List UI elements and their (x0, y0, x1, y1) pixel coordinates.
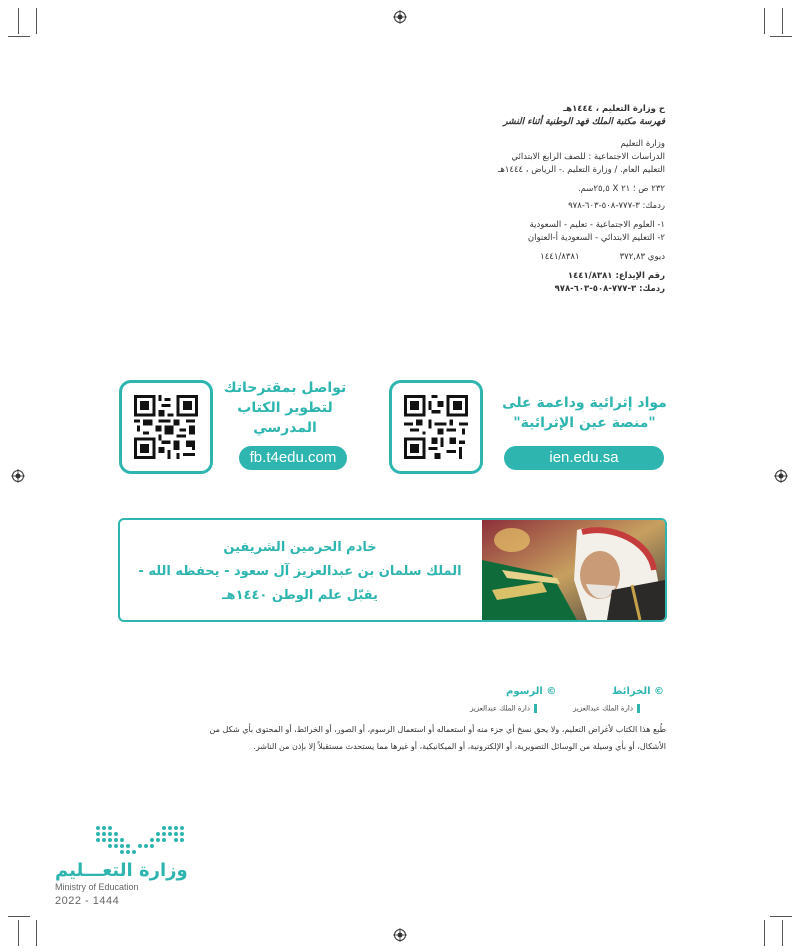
ien-line-2: "منصة عين الإثرائية" (513, 415, 656, 431)
crop-mark (770, 36, 792, 37)
feedback-line-2: لتطوير الكتاب (237, 400, 333, 416)
isbn-bold: ردمك: ٣-٧٧٧-٥٠٨-٦٠٣-٩٧٨ (554, 284, 665, 294)
crop-mark (8, 36, 30, 37)
legal-notice (96, 721, 666, 755)
ministry-years: 2022 - 1444 (55, 895, 120, 907)
crop-mark (764, 8, 765, 34)
crop-mark (770, 916, 792, 917)
crop-mark (36, 8, 37, 34)
qr-code-icon (134, 395, 198, 459)
qr-code-ien[interactable] (389, 380, 483, 474)
catalog-subject-1: ١- العلوم الاجتماعية - تعليم - السعودية (529, 220, 665, 230)
king-panel (118, 518, 667, 622)
feedback-link[interactable]: fb.t4edu.com (239, 446, 347, 470)
catalog-publisher: التعليم العام. / وزارة التعليم .- الرياض ، ١٤٤٤هـ (497, 165, 665, 175)
maps-credit-text: دارة الملك عبدالعزيز (573, 704, 633, 713)
registration-mark-icon (393, 928, 407, 942)
qr-code-icon (404, 395, 468, 459)
ien-text (492, 393, 677, 433)
king-line-1: خادم الحرمين الشريفين (223, 540, 377, 555)
qr-code-feedback[interactable] (119, 380, 213, 474)
maps-heading: © الخرائط (612, 686, 664, 697)
registration-mark-icon (11, 469, 25, 483)
drawings-credit (470, 704, 537, 713)
drawings-credit-text: دارة الملك عبدالعزيز (470, 704, 530, 713)
crop-mark (18, 920, 19, 946)
maps-credit (573, 704, 640, 713)
fihrisa-title: فهرسة مكتبة الملك فهد الوطنية أثناء النشر (503, 117, 665, 127)
catalog-subject-2: ٢- التعليم الابتدائي - السعودية أ-العنوان (527, 233, 665, 243)
dewey-label: ديوي ٣٧٢,٨٣ (619, 252, 665, 262)
catalog-author: وزارة التعليم (620, 139, 665, 149)
crop-mark (36, 920, 37, 946)
feedback-line-3: المدرسي (253, 420, 317, 436)
catalog-title: الدراسات الاجتماعية : للصف الرابع الابتدائي (511, 152, 665, 162)
ministry-english-name: Ministry of Education (55, 882, 139, 892)
ien-line-1: مواد إثرائية وداعمة على (502, 395, 667, 411)
legal-line-1: طُبع هذا الكتاب لأغراض التعليم، ولا يحق نسخ أي جزء منه أو استعماله أو استعمال الرسوم، أو الصور، أو الخرائط، أو المحتوى بأي شكل من (209, 725, 666, 734)
crop-mark (8, 916, 30, 917)
registration-mark-icon (393, 10, 407, 24)
credit-bar (637, 704, 640, 713)
catalog-dewey (385, 251, 665, 264)
crop-mark (764, 920, 765, 946)
king-line-2: الملك سلمان بن عبدالعزيز آل سعود - يحفظه الله - (138, 564, 462, 579)
feedback-line-1: تواصل بمقترحاتك (223, 380, 347, 396)
catalog-block (385, 103, 665, 296)
crop-mark (782, 920, 783, 946)
ministry-logo-icon (94, 823, 186, 859)
dewey-number: ١٤٤١/٨٣٨١ (540, 252, 580, 262)
crop-mark (782, 8, 783, 34)
king-line-3: يقبّل علم الوطن ١٤٤٠هـ (222, 588, 378, 603)
drawings-heading: © الرسوم (506, 686, 557, 697)
credit-bar (534, 704, 537, 713)
registration-mark-icon (774, 469, 788, 483)
legal-line-2: الأشكال، أو بأي وسيلة من الوسائل التصويرية، أو الإلكترونية، أو الميكانيكية، أو غيرها مما يستحدث مستقبلاً إلا بإذن من الناشر. (253, 742, 666, 751)
catalog-pages: ٢٣٢ ص ؛ ٢١ X ٢٥,٥سم. (577, 184, 665, 194)
deposit-number: رقم الإيداع: ١٤٤١/٨٣٨١ (567, 271, 665, 281)
copyright-line: ح وزارة التعليم ، ١٤٤٤هـ (563, 104, 665, 114)
ministry-arabic-name: وزارة التعـــليم (55, 860, 188, 881)
crop-mark (18, 8, 19, 34)
ien-link[interactable]: ien.edu.sa (504, 446, 664, 470)
king-photo (482, 520, 665, 620)
feedback-text (220, 378, 350, 438)
catalog-isbn: ردمك: ٣-٧٧٧-٥٠٨-٦٠٣-٩٧٨ (568, 201, 665, 211)
